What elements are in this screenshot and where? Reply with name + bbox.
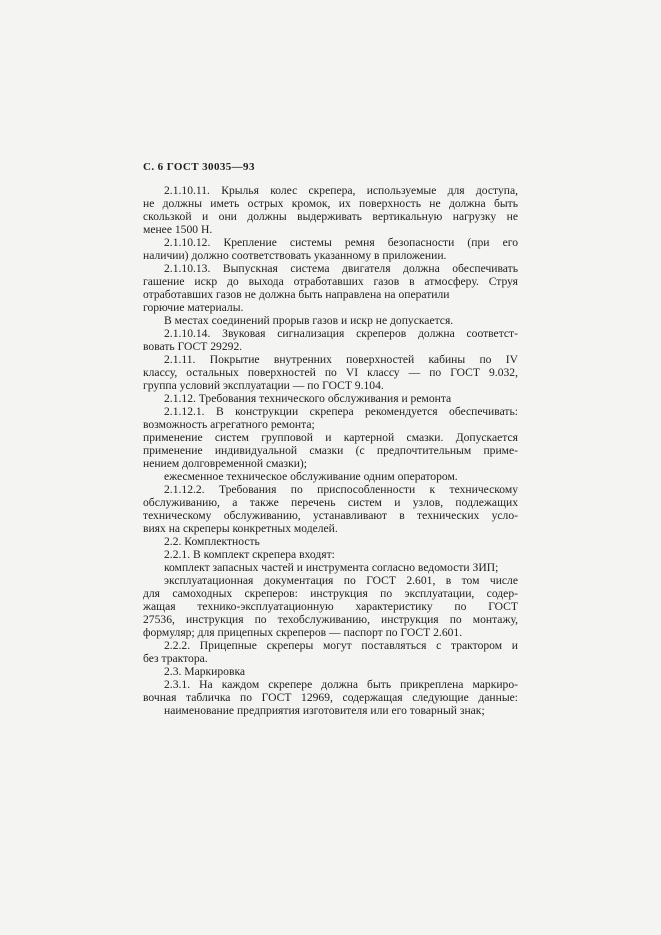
- text-line: 2.1.11. Покрытие внутренних поверхностей кабины по IV: [164, 353, 518, 366]
- text-line: комплект запасных частей и инструмента согласно ведомости ЗИП;: [164, 561, 499, 574]
- text-line: классу, остальных поверхностей по VI классу — по ГОСТ 9.032,: [143, 366, 518, 379]
- page-number: С. 6: [143, 161, 164, 173]
- text-line: гашение искр до выхода отработавших газов в атмосферу. Струя: [143, 275, 518, 288]
- text-line: 2.3. Маркировка: [164, 665, 246, 678]
- text-line: 2.1.10.11. Крылья колес скрепера, используемые для доступа,: [164, 184, 518, 197]
- text-line: 2.1.10.12. Крепление системы ремня безопасности (при его: [164, 236, 518, 249]
- standard-number: ГОСТ 30035—93: [166, 161, 255, 173]
- text-line: для самоходных скреперов: инструкция по эксплуатации, содер-: [143, 587, 518, 600]
- text-line: 2.2. Комплектность: [164, 535, 260, 548]
- text-line: применение индивидуальной смазки (с предпочтительным приме-: [143, 444, 518, 457]
- body-text: [143, 184, 518, 717]
- text-line: 2.2.1. В комплект скрепера входят:: [164, 548, 335, 561]
- text-line: эксплуатационная документация по ГОСТ 2.601, в том числе: [164, 574, 518, 587]
- text-line: вовать ГОСТ 29292.: [143, 340, 243, 353]
- text-line: скользкой и они должны выдерживать вертикальную нагрузку не: [143, 210, 518, 223]
- text-line: не должны иметь острых кромок, их поверхность не должна быть: [143, 197, 518, 210]
- text-line: техническому обслуживанию, устанавливают в технических усло-: [143, 509, 518, 522]
- text-line: горючие материалы.: [143, 301, 244, 314]
- text-line: 2.1.12. Требования технического обслуживания и ремонта: [164, 392, 452, 405]
- text-line: возможность агрегатного ремонта;: [143, 418, 315, 431]
- text-line: отработавших газов не должна быть направлена на оператили: [143, 288, 450, 301]
- text-line: менее 1500 Н.: [143, 223, 213, 236]
- text-line: 2.3.1. На каждом скрепере должна быть прикреплена маркиро-: [164, 678, 518, 691]
- text-line: без трактора.: [143, 652, 208, 665]
- text-line: применение систем групповой и картерной смазки. Допускается: [143, 431, 518, 444]
- text-line: В местах соединений прорыв газов и искр не допускается.: [164, 314, 454, 327]
- text-line: 2.1.12.2. Требования по приспособленности к техническому: [164, 483, 518, 496]
- text-line: нением долговременной смазки);: [143, 457, 307, 470]
- text-line: 2.1.10.13. Выпускная система двигателя должна обеспечивать: [164, 262, 518, 275]
- text-line: ежесменное техническое обслуживание одним оператором.: [164, 470, 458, 483]
- text-line: 2.1.10.14. Звуковая сигнализация скреперов должна соответст-: [164, 327, 518, 340]
- text-line: наличии) должно соответствовать указанному в приложении.: [143, 249, 447, 262]
- text-line: виях на скреперы конкретных моделей.: [143, 522, 338, 535]
- text-line: 27536, инструкция по техобслуживанию, инструкция по монтажу,: [143, 613, 518, 626]
- text-line: вочная табличка по ГОСТ 12969, содержащая следующие данные:: [143, 691, 518, 704]
- text-line: обслуживанию, а также перечень систем и узлов, подлежащих: [143, 496, 518, 509]
- text-line: 2.2.2. Прицепные скреперы могут поставляться с трактором и: [164, 639, 518, 652]
- text-line: 2.1.12.1. В конструкции скрепера рекомендуется обеспечивать:: [164, 405, 518, 418]
- text-line: группа условий эксплуатации — по ГОСТ 9.104.: [143, 379, 384, 392]
- text-line: наименование предприятия изготовителя или его товарный знак;: [164, 704, 485, 717]
- text-line: формуляр; для прицепных скреперов — паспорт по ГОСТ 2.601.: [143, 626, 463, 639]
- text-line: жащая технико-эксплуатационную характеристику по ГОСТ: [143, 600, 518, 613]
- page-header: [143, 161, 255, 173]
